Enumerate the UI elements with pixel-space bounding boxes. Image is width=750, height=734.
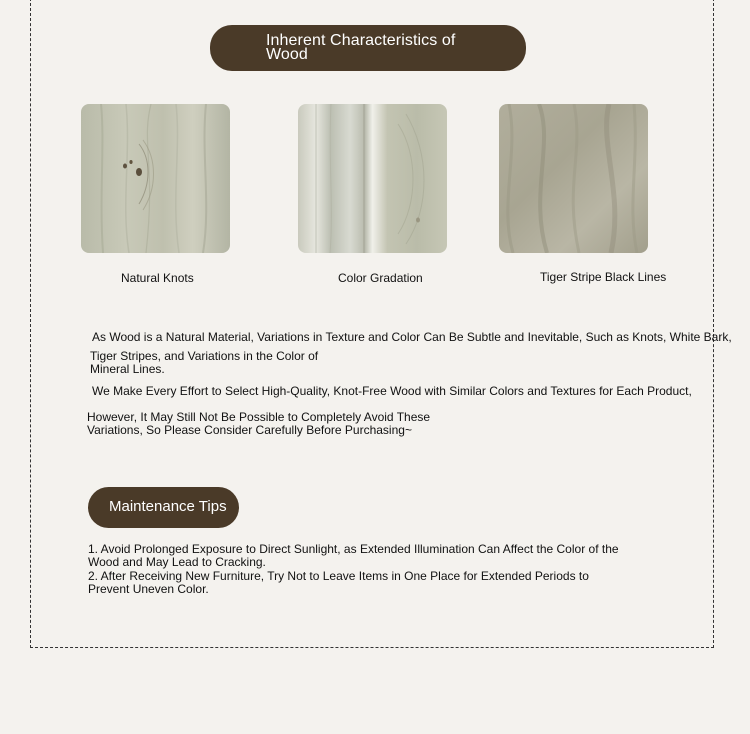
description-line: Mineral Lines. xyxy=(90,362,165,376)
section-title-line1: Inherent Characteristics of xyxy=(266,32,456,49)
caption-natural-knots: Natural Knots xyxy=(121,271,194,285)
maintenance-line: 1. Avoid Prolonged Exposure to Direct Sunlight, as Extended Illumination Can Affect the Color of the xyxy=(88,542,619,556)
description-line: We Make Every Effort to Select High-Quality, Knot-Free Wood with Similar Colors and Textures for Each Product, xyxy=(92,384,692,398)
wood-knots-image xyxy=(81,104,230,253)
wood-tiger-stripe-image xyxy=(499,104,648,253)
description-line: Tiger Stripes, and Variations in the Color of xyxy=(90,349,319,363)
description-line: However, It May Still Not Be Possible to Completely Avoid These xyxy=(87,410,431,424)
maintenance-line: 2. After Receiving New Furniture, Try Not to Leave Items in One Place for Extended Periods to xyxy=(88,569,589,583)
section-title-line2: Wood xyxy=(266,46,308,63)
caption-color-gradation: Color Gradation xyxy=(338,271,423,285)
description-line: Variations, So Please Consider Carefully Before Purchasing~ xyxy=(87,423,412,437)
maintenance-line: Prevent Uneven Color. xyxy=(88,582,209,596)
wood-gradation-image xyxy=(298,104,447,253)
maintenance-line: Wood and May Lead to Cracking. xyxy=(88,555,266,569)
maintenance-tips-badge: Maintenance Tips xyxy=(88,487,239,528)
caption-tiger-stripe: Tiger Stripe Black Lines xyxy=(540,270,667,284)
description-line: As Wood is a Natural Material, Variations in Texture and Color Can Be Subtle and Inevitable, Such as Knots, White Bark, xyxy=(92,330,732,344)
section-title-badge xyxy=(210,25,526,71)
